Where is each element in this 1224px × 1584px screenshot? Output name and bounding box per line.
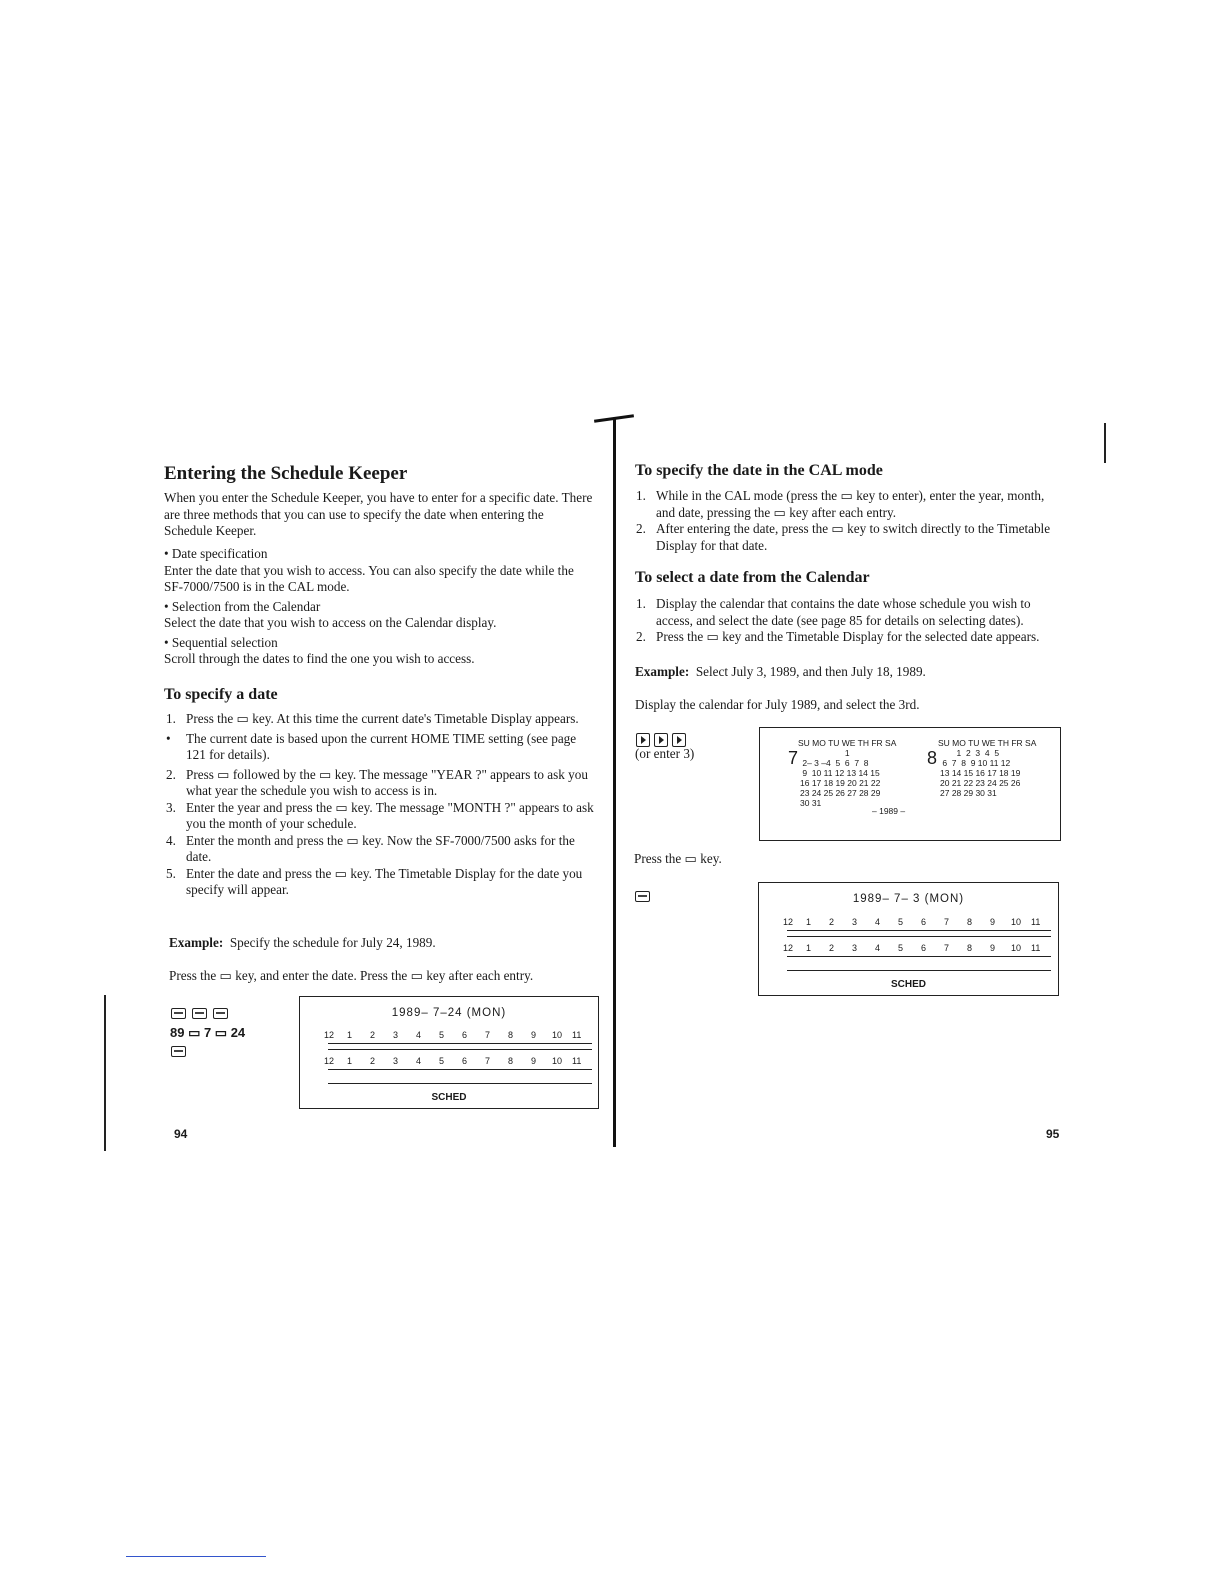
display-mode: SCHED <box>431 1092 467 1103</box>
right-arrow-key-icon <box>654 733 668 747</box>
display-divider <box>328 1069 592 1070</box>
display-divider <box>328 1043 592 1044</box>
right-edge-line <box>1104 423 1106 463</box>
step-item: 4. Enter the month and press the ▭ key. Now the SF-7000/7500 asks for the date. <box>166 832 575 864</box>
cal-mode-title: To specify the date in the CAL mode <box>635 462 883 479</box>
right-arrow-key-icon <box>672 733 686 747</box>
page-title: Entering the Schedule Keeper <box>164 463 408 484</box>
schedule-key-icon <box>635 891 650 902</box>
step-item: 1. Press the ▭ key. At this time the current date's Timetable Display appears. <box>166 711 579 726</box>
calendar-month-8-days: 1 2 3 4 5 6 7 8 9 10 11 12 13 14 15 16 17 18 19 20 21 22 23 24 25 26 27 28 29 30 31 <box>940 748 1021 798</box>
key-sequence <box>170 1005 245 1061</box>
display-divider <box>787 936 1051 937</box>
binding-line <box>613 419 616 1147</box>
calendar-month-7: 7 <box>788 748 799 768</box>
method-desc: Enter the date that you wish to access. You can also specify the date while the SF-7000/7500 is in the CAL mode. <box>164 562 574 594</box>
clear-key-icon <box>213 1008 228 1019</box>
method-bullet: • Sequential selection <box>164 634 278 650</box>
right-arrow-key-icon <box>636 733 650 747</box>
display-divider <box>328 1049 592 1050</box>
key-row <box>170 1005 245 1023</box>
page-number: 95 <box>1046 1127 1060 1141</box>
display-divider <box>787 956 1051 957</box>
display-instruction: Display the calendar for July 1989, and select the 3rd. <box>635 697 920 712</box>
cal-mode-steps <box>636 488 1066 554</box>
date-key-icon <box>171 1046 186 1057</box>
calendar-month-8: 8 <box>927 748 938 768</box>
intro-paragraph: When you enter the Schedule Keeper, you have to enter for a specific date. There are three methods that you can use to specify the date when entering the Schedule Keeper. <box>164 490 593 538</box>
press-instruction: Press the ▭ key, and enter the date. Press the ▭ key after each entry. <box>169 968 534 983</box>
key-sequence <box>634 888 651 906</box>
display-divider <box>328 1083 592 1084</box>
step-item: 2. Press ▭ followed by the ▭ key. The message "YEAR ?" appears to ask you what year the schedule you wish to access is in. <box>166 766 588 798</box>
method-list <box>164 546 596 668</box>
example-line: Example: Select July 3, 1989, and then July 18, 1989. <box>635 664 926 679</box>
display-date: 1989– 7–24 (MON) <box>391 1007 507 1019</box>
step-item: 5. Enter the date and press the ▭ key. The Timetable Display for the date you specify will appear. <box>166 865 583 897</box>
display-date: 1989– 7– 3 (MON) <box>852 893 965 905</box>
step-item: 2. Press the ▭ key and the Timetable Display for the selected date appears. <box>636 629 1040 644</box>
calendar-headers: SU MO TU WE TH FR SA <box>938 738 1037 748</box>
step-item: 1. While in the CAL mode (press the ▭ key to enter), enter the year, month, and date, pressing the ▭ key after each entry. <box>636 488 1045 520</box>
timetable-display: 1989– 7– 3 (MON) 12 1 2 3 4 5 6 7 8 9 10 11 12 1 2 3 4 5 6 7 8 9 10 11 SCHED <box>758 882 1059 996</box>
shift-key-icon <box>192 1008 207 1019</box>
step-item: 1. Display the calendar that contains the date whose schedule you wish to access, and select the date (see page 85 for details on selecting dates). <box>636 596 1031 628</box>
display-divider <box>787 970 1051 971</box>
example-line: Example: Specify the schedule for July 24, 1989. <box>169 935 436 950</box>
calendar-select-steps <box>636 596 1066 646</box>
steps-list <box>166 711 596 899</box>
calendar-headers: SU MO TU WE TH FR SA <box>798 738 897 748</box>
timetable-display: 1989– 7–24 (MON) 12 1 2 3 4 5 6 7 8 9 10 11 12 1 2 3 4 5 6 7 8 9 10 11 SCHED <box>299 996 599 1109</box>
step-item: 2. After entering the date, press the ▭ key to switch directly to the Timetable Display for that date. <box>636 521 1051 553</box>
method-bullet: • Date specification <box>164 546 268 561</box>
display-mode: SCHED <box>890 979 926 990</box>
page-number: 94 <box>174 1127 188 1141</box>
method-bullet: • Selection from the Calendar <box>164 598 321 614</box>
key-entry: 89 ▭ 7 ▭ 24 <box>170 1025 246 1040</box>
display-divider <box>787 930 1051 931</box>
section-title: To specify a date <box>164 686 278 703</box>
step-item: 3. Enter the year and press the ▭ key. The message "MONTH ?" appears to ask you the month of your schedule. <box>166 799 594 831</box>
method-desc: Scroll through the dates to find the one you wish to access. <box>164 651 475 666</box>
method-desc: Select the date that you wish to access on the Calendar display. <box>164 615 497 630</box>
calendar-month-7-days: 1 2– 3 –4 5 6 7 8 9 10 11 12 13 14 15 16 17 18 19 20 21 22 23 24 25 26 27 28 29 30 31 <box>800 748 881 808</box>
left-edge-line <box>104 995 106 1151</box>
schedule-key-icon <box>171 1008 186 1019</box>
calendar-year: – 1989 – <box>872 806 906 816</box>
step-item: • The current date is based upon the current HOME TIME setting (see page 121 for details). <box>166 730 577 762</box>
key-row <box>170 1043 245 1061</box>
press-instruction: Press the ▭ key. <box>634 851 722 866</box>
calendar-display <box>759 727 1061 841</box>
calendar-select-title: To select a date from the Calendar <box>635 569 870 586</box>
bottom-link-line <box>126 1556 266 1557</box>
or-enter-note: (or enter 3) <box>635 746 695 761</box>
